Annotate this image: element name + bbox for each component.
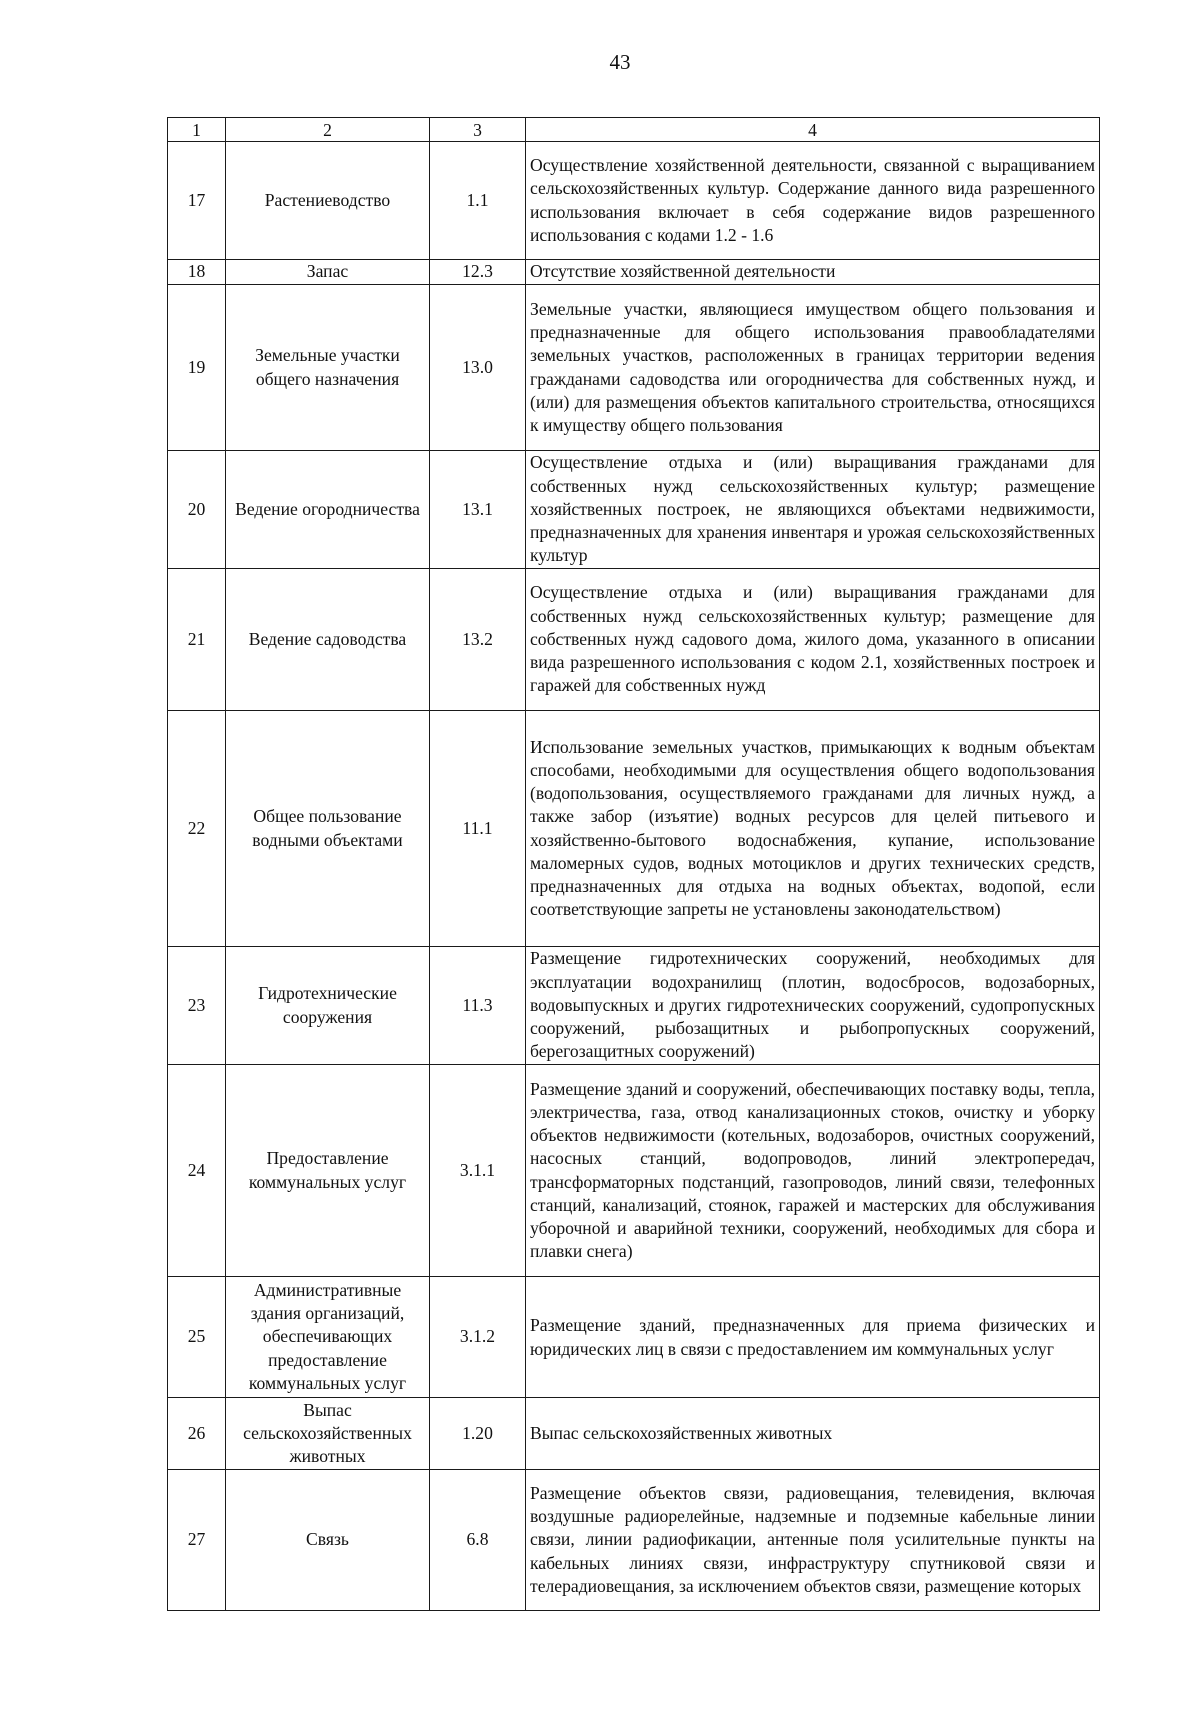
row-number: 24 [168,1065,226,1277]
page-number: 43 [609,50,631,74]
header-cell: 4 [526,118,1100,142]
land-use-name: Ведение огородничества [226,451,430,569]
land-use-name: Растениеводство [226,142,430,260]
table-row [168,451,1100,569]
land-use-name: Выпас сельскохозяйственных животных [226,1398,430,1470]
land-use-name: Гидротехнические сооружения [226,947,430,1065]
land-use-name: Земельные участки общего назначения [226,285,430,451]
land-use-table [167,117,1100,1611]
land-use-description: Использование земельных участков, примыкающих к водным объектам способами, необходимыми для осуществления общего водопользования (водопользования, осуществляемого гражданами для личных нужд, а также забор (изъятие) водных ресурсов для целей питьевого и хозяйственно-бытового водоснабжения, купание, использование маломерных судов, водных мотоциклов и других технических средств, предназначенных для отдыха на водных объектах, водопой, если соответствующие запреты не установлены законодательством) [526,711,1100,947]
land-use-description: Выпас сельскохозяйственных животных [526,1398,1100,1470]
land-use-description: Размещение гидротехнических сооружений, необходимых для эксплуатации водохранилищ (плотин, водосбросов, водозаборных, водовыпускных и других гидротехнических сооружений, судопропускных сооружений, рыбозащитных и рыбопропускных сооружений, берегозащитных сооружений) [526,947,1100,1065]
table-row [168,1470,1100,1611]
land-use-description: Размещение зданий, предназначенных для приема физических и юридических лиц в связи с предоставлением им коммунальных услуг [526,1277,1100,1398]
land-use-code: 11.1 [430,711,526,947]
row-number: 23 [168,947,226,1065]
land-use-code: 3.1.1 [430,1065,526,1277]
table-row [168,947,1100,1065]
header-cell: 2 [226,118,430,142]
table-row [168,285,1100,451]
table-row [168,142,1100,260]
land-use-code: 1.1 [430,142,526,260]
table-row [168,1398,1100,1470]
land-use-description: Осуществление отдыха и (или) выращивания гражданами для собственных нужд сельскохозяйственных культур; размещение хозяйственных построек, не являющихся объектами недвижимости, предназначенных для хранения инвентаря и урожая сельскохозяйственных культур [526,451,1100,569]
land-use-name: Запас [226,260,430,285]
row-number: 19 [168,285,226,451]
land-use-description: Осуществление хозяйственной деятельности, связанной с выращиванием сельскохозяйственных культур. Содержание данного вида разрешенного использования включает в себя содержание видов разрешенного использования с кодами 1.2 - 1.6 [526,142,1100,260]
land-use-description: Осуществление отдыха и (или) выращивания гражданами для собственных нужд сельскохозяйственных культур; размещение для собственных нужд садового дома, жилого дома, указанного в описании вида разрешенного использования с кодом 2.1, хозяйственных построек и гаражей для собственных нужд [526,569,1100,711]
table-row [168,711,1100,947]
land-use-code: 13.2 [430,569,526,711]
table-header-row [168,118,1100,142]
land-use-name: Административные здания организаций, обеспечивающих предоставление коммунальных услуг [226,1277,430,1398]
land-use-code: 3.1.2 [430,1277,526,1398]
table-row [168,260,1100,285]
land-use-name: Общее пользование водными объектами [226,711,430,947]
land-use-code: 11.3 [430,947,526,1065]
table-row [168,569,1100,711]
row-number: 18 [168,260,226,285]
table-row [168,1065,1100,1277]
land-use-code: 13.0 [430,285,526,451]
row-number: 26 [168,1398,226,1470]
land-use-code: 1.20 [430,1398,526,1470]
land-use-code: 12.3 [430,260,526,285]
row-number: 21 [168,569,226,711]
land-use-description: Отсутствие хозяйственной деятельности [526,260,1100,285]
land-use-description: Земельные участки, являющиеся имуществом общего пользования и предназначенные для общего использования правообладателями земельных участков, расположенных в границах территории ведения гражданами садоводства или огородничества для собственных нужд, и (или) для размещения объектов капитального строительства, относящихся к имуществу общего пользования [526,285,1100,451]
land-use-description: Размещение объектов связи, радиовещания, телевидения, включая воздушные радиорелейные, надземные и подземные кабельные линии связи, линии радиофикации, антенные поля усилительные пункты на кабельных линиях связи, инфраструктуру спутниковой связи и телерадиовещания, за исключением объектов связи, размещение которых [526,1470,1100,1611]
row-number: 20 [168,451,226,569]
land-use-name: Связь [226,1470,430,1611]
land-use-code: 13.1 [430,451,526,569]
land-use-name: Ведение садоводства [226,569,430,711]
table-row [168,1277,1100,1398]
row-number: 22 [168,711,226,947]
row-number: 27 [168,1470,226,1611]
header-cell: 3 [430,118,526,142]
header-cell: 1 [168,118,226,142]
row-number: 25 [168,1277,226,1398]
land-use-description: Размещение зданий и сооружений, обеспечивающих поставку воды, тепла, электричества, газа, отвод канализационных стоков, очистку и уборку объектов недвижимости (котельных, водозаборов, очистных сооружений, насосных станций, водопроводов, линий электропередач, трансформаторных подстанций, газопроводов, линий связи, телефонных станций, канализаций, стоянок, гаражей и мастерских для обслуживания уборочной и аварийной техники, сооружений, необходимых для сбора и плавки снега) [526,1065,1100,1277]
land-use-code: 6.8 [430,1470,526,1611]
land-use-name: Предоставление коммунальных услуг [226,1065,430,1277]
row-number: 17 [168,142,226,260]
